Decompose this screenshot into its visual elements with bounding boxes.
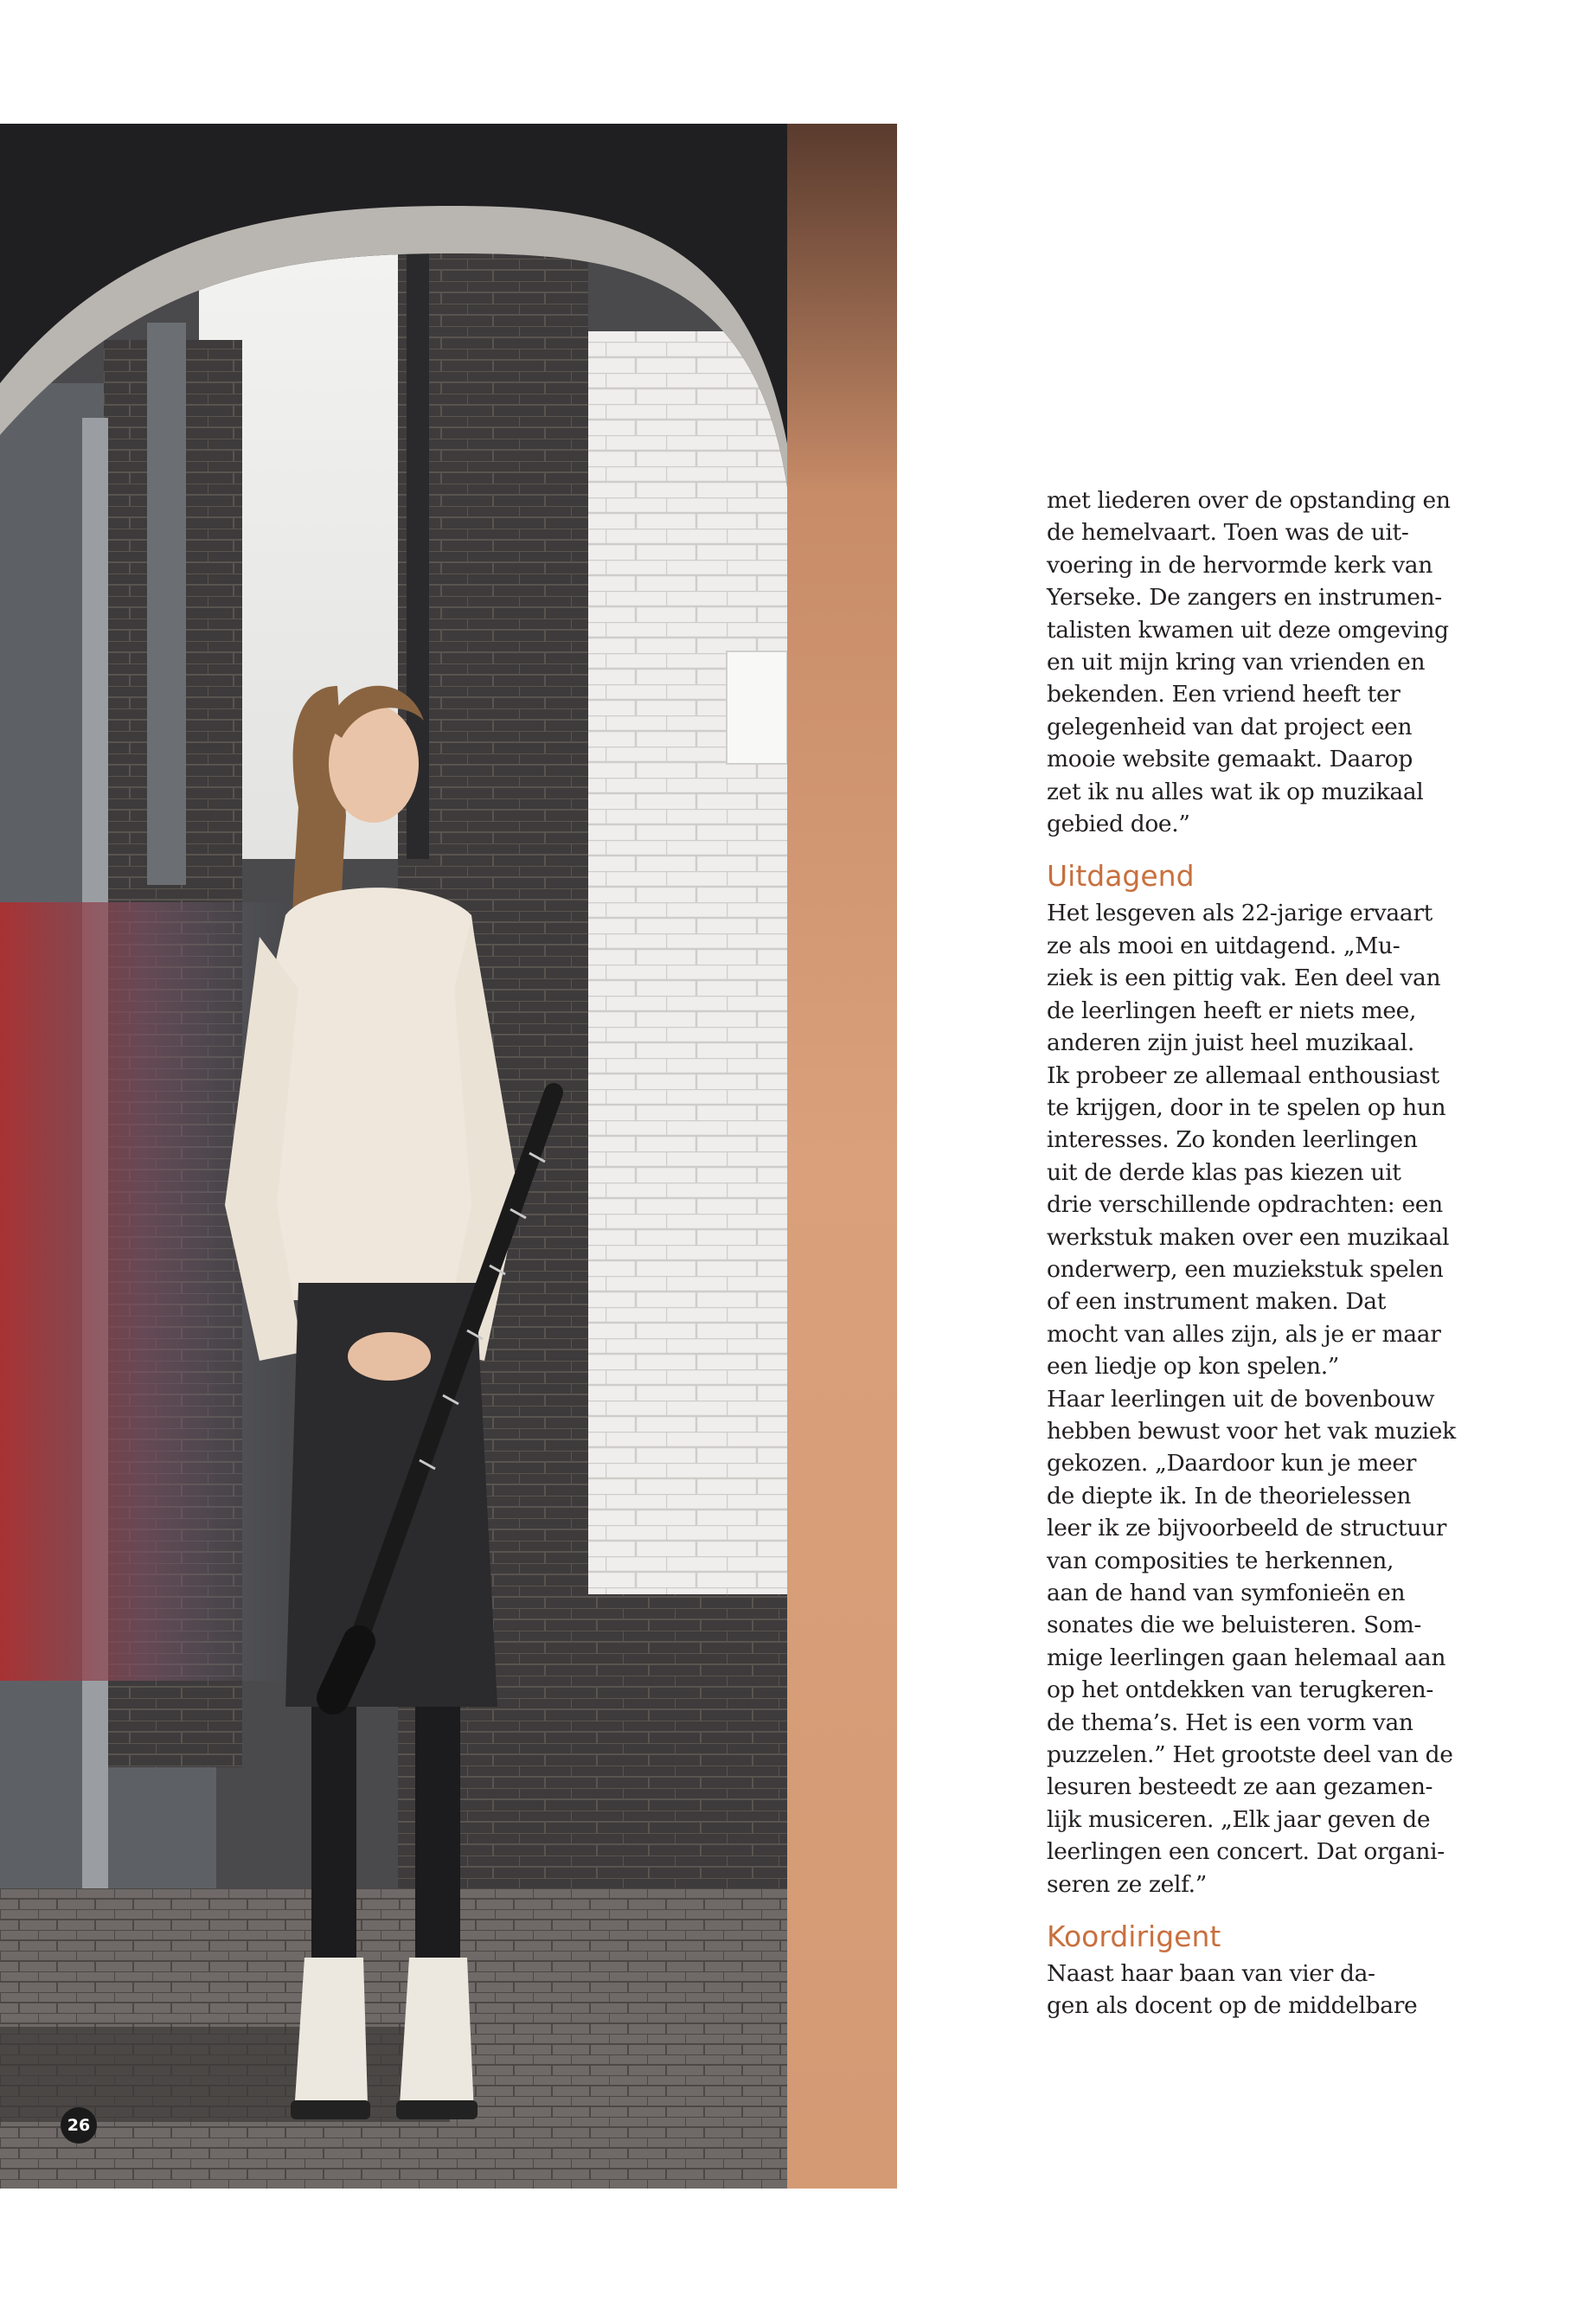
text-line: of een instrument maken. Dat [1047, 1288, 1386, 1316]
text-line: talisten kwamen uit deze omgeving [1047, 616, 1449, 644]
text-line: de thema’s. Het is een vorm van [1047, 1708, 1413, 1736]
text-line: en uit mijn kring van vrienden en [1047, 649, 1426, 676]
text-line: drie verschillende opdrachten: een [1047, 1191, 1443, 1219]
text-line: seren ze zelf.” [1047, 1870, 1207, 1898]
text-line: onderwerp, een muziekstuk spelen [1047, 1255, 1444, 1283]
text-line: Yerseke. De zangers en instrumen- [1047, 584, 1442, 612]
text-line: interesses. Zo konden leerlingen [1047, 1126, 1418, 1154]
text-line: gen als docent op de middelbare [1047, 1992, 1418, 2020]
text-line: sonates die we beluisteren. Som- [1047, 1612, 1421, 1639]
text-line: te krijgen, door in te spelen op hun [1047, 1093, 1446, 1121]
text-line: puzzelen.” Het grootste deel van de [1047, 1741, 1453, 1769]
text-line: gebied doe.” [1047, 811, 1190, 838]
text-line: hebben bewust voor het vak muziek [1047, 1417, 1456, 1445]
text-line: Haar leerlingen uit de bovenbouw [1047, 1385, 1435, 1413]
article-text-column [1047, 484, 1471, 2022]
text-line: de diepte ik. In de theorielessen [1047, 1482, 1412, 1509]
section-heading-uitdagend: Uitdagend [1047, 859, 1195, 894]
text-line: ziek is een pittig vak. Een deel van [1047, 965, 1441, 992]
section-koordirigent-paragraph [1047, 1958, 1471, 2022]
section-uitdagend-paragraph [1047, 897, 1471, 1900]
text-line: de leerlingen heeft er niets mee, [1047, 997, 1417, 1024]
text-line: aan de hand van symfonieën en [1047, 1580, 1406, 1606]
text-line: Het lesgeven als 22-jarige ervaart [1047, 900, 1433, 927]
text-line: lesuren besteedt ze aan gezamen- [1047, 1773, 1433, 1801]
text-line: gekozen. „Daardoor kun je meer [1047, 1450, 1417, 1477]
section-heading-koordirigent: Koordirigent [1047, 1920, 1221, 1954]
text-line: mige leerlingen gaan helemaal aan [1047, 1644, 1446, 1671]
text-line: Naast haar baan van vier da- [1047, 1960, 1375, 1988]
text-line: met liederen over de opstanding en [1047, 487, 1451, 514]
text-line: de hemelvaart. Toen was de uit- [1047, 519, 1409, 547]
intro-paragraph [1047, 484, 1471, 840]
article-photo [0, 124, 897, 2189]
text-line: een liedje op kon spelen.” [1047, 1353, 1339, 1381]
text-line: mooie website gemaakt. Daarop [1047, 746, 1413, 773]
text-line: van composities te herkennen, [1047, 1547, 1394, 1574]
page-number-badge: 26 [61, 2107, 97, 2144]
text-line: uit de derde klas pas kiezen uit [1047, 1158, 1401, 1186]
text-line: anderen zijn juist heel muzikaal. [1047, 1029, 1414, 1057]
text-line: lijk musiceren. „Elk jaar geven de [1047, 1805, 1431, 1833]
text-line: mocht van alles zijn, als je er maar [1047, 1320, 1441, 1348]
text-line: ze als mooi en uitdagend. „Mu- [1047, 932, 1401, 959]
text-line: op het ontdekken van terugkeren- [1047, 1676, 1433, 1704]
text-line: leerlingen een concert. Dat organi- [1047, 1838, 1445, 1866]
text-line: gelegenheid van dat project een [1047, 713, 1413, 740]
photo-woman-with-clarinet [0, 124, 897, 2189]
text-line: leer ik ze bijvoorbeeld de structuur [1047, 1515, 1447, 1542]
text-line: Ik probeer ze allemaal enthousiast [1047, 1061, 1439, 1089]
text-line: zet ik nu alles wat ik op muzikaal [1047, 778, 1424, 805]
text-line: werkstuk maken over een muzikaal [1047, 1223, 1450, 1251]
text-line: voering in de hervormde kerk van [1047, 551, 1433, 579]
text-line: bekenden. Een vriend heeft ter [1047, 681, 1401, 708]
